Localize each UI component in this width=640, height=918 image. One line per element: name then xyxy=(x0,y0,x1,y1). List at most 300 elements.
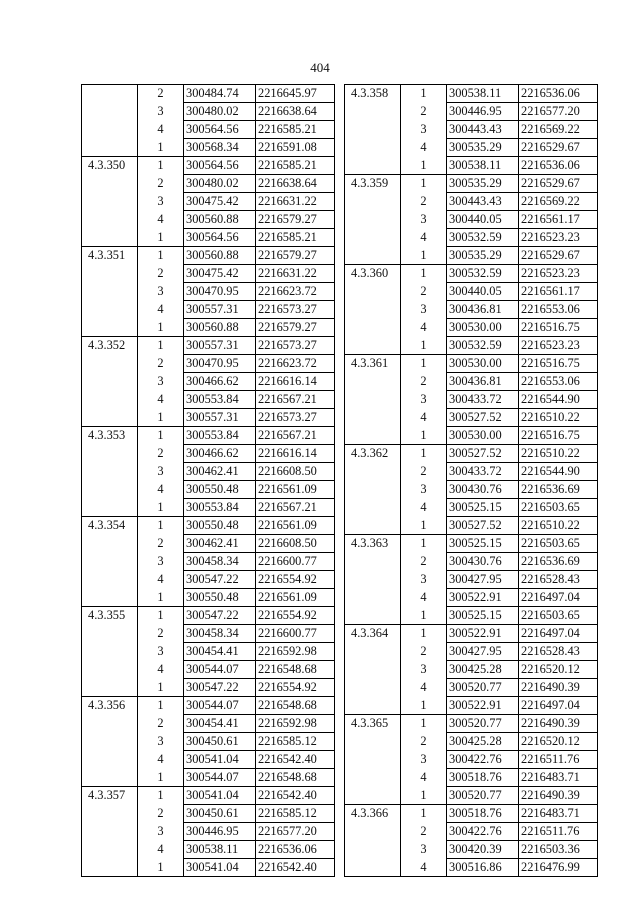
y-coordinate-cell: 2216608.50 xyxy=(256,463,335,481)
y-coordinate-cell: 2216577.20 xyxy=(256,823,335,841)
x-coordinate-cell: 300522.91 xyxy=(447,589,519,607)
table-row xyxy=(82,301,335,319)
section-number-cell xyxy=(82,625,138,643)
table-row xyxy=(345,553,598,571)
point-number-cell: 1 xyxy=(401,175,447,193)
section-number-cell xyxy=(345,463,401,481)
section-number-cell xyxy=(82,553,138,571)
x-coordinate-cell: 300433.72 xyxy=(447,463,519,481)
x-coordinate-cell: 300544.07 xyxy=(184,769,256,787)
section-number-cell xyxy=(345,679,401,697)
x-coordinate-cell: 300470.95 xyxy=(184,355,256,373)
table-row xyxy=(345,193,598,211)
table-row xyxy=(345,607,598,625)
y-coordinate-cell: 2216510.22 xyxy=(519,409,598,427)
coordinates-table-right xyxy=(344,84,598,877)
table-row xyxy=(345,211,598,229)
table-row xyxy=(345,643,598,661)
y-coordinate-cell: 2216561.09 xyxy=(256,589,335,607)
y-coordinate-cell: 2216490.39 xyxy=(519,679,598,697)
point-number-cell: 1 xyxy=(401,607,447,625)
section-number-cell: 4.3.359 xyxy=(345,175,401,193)
point-number-cell: 2 xyxy=(138,445,184,463)
table-row xyxy=(345,625,598,643)
table-row xyxy=(345,679,598,697)
x-coordinate-cell: 300458.34 xyxy=(184,625,256,643)
y-coordinate-cell: 2216569.22 xyxy=(519,121,598,139)
y-coordinate-cell: 2216523.23 xyxy=(519,265,598,283)
point-number-cell: 1 xyxy=(401,715,447,733)
y-coordinate-cell: 2216536.06 xyxy=(256,841,335,859)
table-row xyxy=(82,787,335,805)
section-number-cell xyxy=(82,643,138,661)
x-coordinate-cell: 300436.81 xyxy=(447,301,519,319)
point-number-cell: 4 xyxy=(138,121,184,139)
point-number-cell: 1 xyxy=(138,517,184,535)
point-number-cell: 2 xyxy=(401,463,447,481)
x-coordinate-cell: 300433.72 xyxy=(447,391,519,409)
y-coordinate-cell: 2216520.12 xyxy=(519,733,598,751)
point-number-cell: 3 xyxy=(401,751,447,769)
x-coordinate-cell: 300527.52 xyxy=(447,517,519,535)
section-number-cell xyxy=(82,661,138,679)
point-number-cell: 4 xyxy=(401,769,447,787)
y-coordinate-cell: 2216536.69 xyxy=(519,481,598,499)
y-coordinate-cell: 2216553.06 xyxy=(519,373,598,391)
x-coordinate-cell: 300560.88 xyxy=(184,211,256,229)
point-number-cell: 2 xyxy=(401,283,447,301)
section-number-cell xyxy=(345,841,401,859)
x-coordinate-cell: 300443.43 xyxy=(447,121,519,139)
section-number-cell xyxy=(345,427,401,445)
x-coordinate-cell: 300527.52 xyxy=(447,409,519,427)
x-coordinate-cell: 300522.91 xyxy=(447,625,519,643)
table-row xyxy=(345,733,598,751)
x-coordinate-cell: 300520.77 xyxy=(447,715,519,733)
table-row xyxy=(82,499,335,517)
y-coordinate-cell: 2216536.69 xyxy=(519,553,598,571)
y-coordinate-cell: 2216544.90 xyxy=(519,463,598,481)
y-coordinate-cell: 2216638.64 xyxy=(256,175,335,193)
table-row xyxy=(82,283,335,301)
table-row xyxy=(345,859,598,877)
x-coordinate-cell: 300420.39 xyxy=(447,841,519,859)
y-coordinate-cell: 2216510.22 xyxy=(519,517,598,535)
section-number-cell xyxy=(345,211,401,229)
y-coordinate-cell: 2216529.67 xyxy=(519,247,598,265)
section-number-cell xyxy=(82,751,138,769)
point-number-cell: 2 xyxy=(401,193,447,211)
table-row xyxy=(82,373,335,391)
y-coordinate-cell: 2216554.92 xyxy=(256,607,335,625)
section-number-cell: 4.3.360 xyxy=(345,265,401,283)
x-coordinate-cell: 300525.15 xyxy=(447,607,519,625)
x-coordinate-cell: 300470.95 xyxy=(184,283,256,301)
section-number-cell xyxy=(345,337,401,355)
table-row xyxy=(82,679,335,697)
x-coordinate-cell: 300544.07 xyxy=(184,661,256,679)
table-row xyxy=(82,463,335,481)
x-coordinate-cell: 300525.15 xyxy=(447,499,519,517)
point-number-cell: 2 xyxy=(401,823,447,841)
x-coordinate-cell: 300484.74 xyxy=(184,85,256,103)
y-coordinate-cell: 2216569.22 xyxy=(519,193,598,211)
point-number-cell: 4 xyxy=(401,499,447,517)
x-coordinate-cell: 300541.04 xyxy=(184,859,256,877)
y-coordinate-cell: 2216483.71 xyxy=(519,805,598,823)
y-coordinate-cell: 2216511.76 xyxy=(519,751,598,769)
y-coordinate-cell: 2216577.20 xyxy=(519,103,598,121)
point-number-cell: 4 xyxy=(138,751,184,769)
y-coordinate-cell: 2216503.65 xyxy=(519,535,598,553)
table-row xyxy=(345,823,598,841)
y-coordinate-cell: 2216528.43 xyxy=(519,571,598,589)
section-number-cell xyxy=(82,805,138,823)
table-row xyxy=(345,769,598,787)
table-row xyxy=(82,337,335,355)
y-coordinate-cell: 2216490.39 xyxy=(519,787,598,805)
point-number-cell: 3 xyxy=(401,211,447,229)
section-number-cell xyxy=(345,553,401,571)
x-coordinate-cell: 300553.84 xyxy=(184,427,256,445)
table-row xyxy=(345,175,598,193)
table-row xyxy=(82,841,335,859)
point-number-cell: 4 xyxy=(401,319,447,337)
point-number-cell: 1 xyxy=(138,589,184,607)
y-coordinate-cell: 2216645.97 xyxy=(256,85,335,103)
x-coordinate-cell: 300544.07 xyxy=(184,697,256,715)
y-coordinate-cell: 2216600.77 xyxy=(256,625,335,643)
x-coordinate-cell: 300430.76 xyxy=(447,481,519,499)
x-coordinate-cell: 300530.00 xyxy=(447,355,519,373)
x-coordinate-cell: 300541.04 xyxy=(184,787,256,805)
x-coordinate-cell: 300535.29 xyxy=(447,247,519,265)
section-number-cell xyxy=(345,103,401,121)
y-coordinate-cell: 2216490.39 xyxy=(519,715,598,733)
x-coordinate-cell: 300560.88 xyxy=(184,247,256,265)
x-coordinate-cell: 300440.05 xyxy=(447,283,519,301)
y-coordinate-cell: 2216561.17 xyxy=(519,211,598,229)
x-coordinate-cell: 300550.48 xyxy=(184,589,256,607)
y-coordinate-cell: 2216585.21 xyxy=(256,229,335,247)
y-coordinate-cell: 2216548.68 xyxy=(256,661,335,679)
x-coordinate-cell: 300525.15 xyxy=(447,535,519,553)
x-coordinate-cell: 300553.84 xyxy=(184,499,256,517)
point-number-cell: 1 xyxy=(138,247,184,265)
point-number-cell: 1 xyxy=(138,409,184,427)
section-number-cell: 4.3.352 xyxy=(82,337,138,355)
y-coordinate-cell: 2216497.04 xyxy=(519,697,598,715)
section-number-cell xyxy=(345,373,401,391)
section-number-cell xyxy=(82,445,138,463)
x-coordinate-cell: 300568.34 xyxy=(184,139,256,157)
table-row xyxy=(345,265,598,283)
table-row xyxy=(345,463,598,481)
section-number-cell xyxy=(82,409,138,427)
x-coordinate-cell: 300436.81 xyxy=(447,373,519,391)
section-number-cell xyxy=(345,517,401,535)
point-number-cell: 3 xyxy=(138,463,184,481)
x-coordinate-cell: 300450.61 xyxy=(184,805,256,823)
section-number-cell xyxy=(345,607,401,625)
table-row xyxy=(82,625,335,643)
table-row xyxy=(345,103,598,121)
y-coordinate-cell: 2216548.68 xyxy=(256,769,335,787)
y-coordinate-cell: 2216567.21 xyxy=(256,499,335,517)
table-row xyxy=(82,859,335,877)
section-number-cell xyxy=(345,823,401,841)
point-number-cell: 3 xyxy=(401,481,447,499)
section-number-cell xyxy=(345,787,401,805)
table-row xyxy=(82,355,335,373)
section-number-cell xyxy=(82,85,138,103)
section-number-cell xyxy=(345,697,401,715)
section-number-cell xyxy=(345,121,401,139)
point-number-cell: 3 xyxy=(138,823,184,841)
point-number-cell: 3 xyxy=(138,553,184,571)
section-number-cell xyxy=(82,319,138,337)
table-row xyxy=(345,751,598,769)
x-coordinate-cell: 300532.59 xyxy=(447,265,519,283)
point-number-cell: 1 xyxy=(138,499,184,517)
section-number-cell xyxy=(345,301,401,319)
table-row xyxy=(82,103,335,121)
section-number-cell: 4.3.356 xyxy=(82,697,138,715)
section-number-cell xyxy=(82,733,138,751)
section-number-cell xyxy=(82,481,138,499)
section-number-cell xyxy=(345,643,401,661)
section-number-cell xyxy=(345,139,401,157)
y-coordinate-cell: 2216623.72 xyxy=(256,283,335,301)
section-number-cell xyxy=(82,589,138,607)
x-coordinate-cell: 300550.48 xyxy=(184,481,256,499)
table-row xyxy=(82,391,335,409)
table-row xyxy=(82,121,335,139)
table-row xyxy=(345,121,598,139)
x-coordinate-cell: 300532.59 xyxy=(447,337,519,355)
y-coordinate-cell: 2216592.98 xyxy=(256,715,335,733)
table-row xyxy=(345,247,598,265)
section-number-cell xyxy=(82,211,138,229)
section-number-cell xyxy=(82,373,138,391)
point-number-cell: 4 xyxy=(401,859,447,877)
point-number-cell: 3 xyxy=(401,301,447,319)
y-coordinate-cell: 2216579.27 xyxy=(256,247,335,265)
page-number: 404 xyxy=(310,60,330,75)
section-number-cell xyxy=(345,571,401,589)
table-row xyxy=(345,589,598,607)
x-coordinate-cell: 300462.41 xyxy=(184,463,256,481)
section-number-cell xyxy=(82,121,138,139)
x-coordinate-cell: 300446.95 xyxy=(447,103,519,121)
point-number-cell: 2 xyxy=(401,373,447,391)
y-coordinate-cell: 2216585.21 xyxy=(256,121,335,139)
coordinates-table-left xyxy=(81,84,335,877)
y-coordinate-cell: 2216542.40 xyxy=(256,787,335,805)
section-number-cell xyxy=(82,355,138,373)
table-row xyxy=(82,769,335,787)
x-coordinate-cell: 300518.76 xyxy=(447,769,519,787)
x-coordinate-cell: 300425.28 xyxy=(447,733,519,751)
table-row xyxy=(82,643,335,661)
y-coordinate-cell: 2216529.67 xyxy=(519,139,598,157)
section-number-cell xyxy=(345,409,401,427)
point-number-cell: 1 xyxy=(138,229,184,247)
y-coordinate-cell: 2216579.27 xyxy=(256,211,335,229)
point-number-cell: 1 xyxy=(401,517,447,535)
point-number-cell: 1 xyxy=(401,427,447,445)
x-coordinate-cell: 300425.28 xyxy=(447,661,519,679)
y-coordinate-cell: 2216548.68 xyxy=(256,697,335,715)
x-coordinate-cell: 300516.86 xyxy=(447,859,519,877)
section-number-cell xyxy=(345,319,401,337)
x-coordinate-cell: 300557.31 xyxy=(184,301,256,319)
y-coordinate-cell: 2216544.90 xyxy=(519,391,598,409)
x-coordinate-cell: 300466.62 xyxy=(184,445,256,463)
section-number-cell xyxy=(345,769,401,787)
point-number-cell: 1 xyxy=(138,679,184,697)
point-number-cell: 4 xyxy=(138,391,184,409)
x-coordinate-cell: 300430.76 xyxy=(447,553,519,571)
y-coordinate-cell: 2216503.65 xyxy=(519,607,598,625)
section-number-cell: 4.3.355 xyxy=(82,607,138,625)
point-number-cell: 3 xyxy=(401,121,447,139)
x-coordinate-cell: 300530.00 xyxy=(447,319,519,337)
y-coordinate-cell: 2216616.14 xyxy=(256,445,335,463)
y-coordinate-cell: 2216503.36 xyxy=(519,841,598,859)
point-number-cell: 1 xyxy=(401,787,447,805)
x-coordinate-cell: 300527.52 xyxy=(447,445,519,463)
point-number-cell: 1 xyxy=(401,625,447,643)
y-coordinate-cell: 2216516.75 xyxy=(519,355,598,373)
table-row xyxy=(345,661,598,679)
x-coordinate-cell: 300480.02 xyxy=(184,175,256,193)
table-row xyxy=(82,607,335,625)
x-coordinate-cell: 300557.31 xyxy=(184,409,256,427)
point-number-cell: 4 xyxy=(138,571,184,589)
point-number-cell: 3 xyxy=(401,661,447,679)
point-number-cell: 3 xyxy=(138,283,184,301)
section-number-cell: 4.3.354 xyxy=(82,517,138,535)
point-number-cell: 1 xyxy=(138,157,184,175)
point-number-cell: 1 xyxy=(138,139,184,157)
y-coordinate-cell: 2216638.64 xyxy=(256,103,335,121)
x-coordinate-cell: 300564.56 xyxy=(184,157,256,175)
section-number-cell xyxy=(82,103,138,121)
section-number-cell xyxy=(82,283,138,301)
section-number-cell xyxy=(82,229,138,247)
point-number-cell: 3 xyxy=(138,643,184,661)
table-row xyxy=(345,445,598,463)
point-number-cell: 4 xyxy=(401,139,447,157)
point-number-cell: 3 xyxy=(138,193,184,211)
table-row xyxy=(345,787,598,805)
section-number-cell xyxy=(345,157,401,175)
x-coordinate-cell: 300538.11 xyxy=(184,841,256,859)
point-number-cell: 2 xyxy=(138,805,184,823)
x-coordinate-cell: 300538.11 xyxy=(447,157,519,175)
x-coordinate-cell: 300557.31 xyxy=(184,337,256,355)
y-coordinate-cell: 2216631.22 xyxy=(256,265,335,283)
table-row xyxy=(345,427,598,445)
table-row xyxy=(345,805,598,823)
table-row xyxy=(345,535,598,553)
table-row xyxy=(345,481,598,499)
y-coordinate-cell: 2216585.21 xyxy=(256,157,335,175)
x-coordinate-cell: 300454.41 xyxy=(184,715,256,733)
section-number-cell xyxy=(345,661,401,679)
section-number-cell xyxy=(82,391,138,409)
section-number-cell xyxy=(345,247,401,265)
table-row xyxy=(82,823,335,841)
section-number-cell xyxy=(82,535,138,553)
section-number-cell xyxy=(345,391,401,409)
x-coordinate-cell: 300440.05 xyxy=(447,211,519,229)
table-row xyxy=(82,733,335,751)
x-coordinate-cell: 300518.76 xyxy=(447,805,519,823)
section-number-cell xyxy=(345,859,401,877)
section-number-cell xyxy=(82,841,138,859)
section-number-cell: 4.3.358 xyxy=(345,85,401,103)
point-number-cell: 2 xyxy=(401,103,447,121)
x-coordinate-cell: 300535.29 xyxy=(447,139,519,157)
section-number-cell xyxy=(82,139,138,157)
section-number-cell xyxy=(82,715,138,733)
y-coordinate-cell: 2216497.04 xyxy=(519,589,598,607)
y-coordinate-cell: 2216503.65 xyxy=(519,499,598,517)
y-coordinate-cell: 2216585.12 xyxy=(256,805,335,823)
y-coordinate-cell: 2216567.21 xyxy=(256,427,335,445)
table-row xyxy=(82,247,335,265)
x-coordinate-cell: 300475.42 xyxy=(184,193,256,211)
section-number-cell xyxy=(345,481,401,499)
point-number-cell: 4 xyxy=(138,301,184,319)
table-row xyxy=(345,499,598,517)
point-number-cell: 4 xyxy=(138,481,184,499)
point-number-cell: 1 xyxy=(138,319,184,337)
point-number-cell: 4 xyxy=(401,589,447,607)
y-coordinate-cell: 2216585.12 xyxy=(256,733,335,751)
section-number-cell xyxy=(82,571,138,589)
point-number-cell: 3 xyxy=(401,841,447,859)
section-number-cell xyxy=(82,301,138,319)
section-number-cell: 4.3.362 xyxy=(345,445,401,463)
table-row xyxy=(82,805,335,823)
table-row xyxy=(82,157,335,175)
y-coordinate-cell: 2216523.23 xyxy=(519,229,598,247)
y-coordinate-cell: 2216573.27 xyxy=(256,337,335,355)
x-coordinate-cell: 300550.48 xyxy=(184,517,256,535)
table-row xyxy=(345,697,598,715)
y-coordinate-cell: 2216567.21 xyxy=(256,391,335,409)
point-number-cell: 2 xyxy=(138,265,184,283)
x-coordinate-cell: 300443.43 xyxy=(447,193,519,211)
point-number-cell: 1 xyxy=(401,445,447,463)
point-number-cell: 2 xyxy=(401,643,447,661)
y-coordinate-cell: 2216623.72 xyxy=(256,355,335,373)
point-number-cell: 3 xyxy=(138,103,184,121)
table-row xyxy=(345,85,598,103)
y-coordinate-cell: 2216553.06 xyxy=(519,301,598,319)
section-number-cell xyxy=(345,283,401,301)
point-number-cell: 2 xyxy=(401,553,447,571)
section-number-cell: 4.3.361 xyxy=(345,355,401,373)
point-number-cell: 4 xyxy=(401,409,447,427)
x-coordinate-cell: 300422.76 xyxy=(447,823,519,841)
table-row xyxy=(345,301,598,319)
section-number-cell xyxy=(82,265,138,283)
table-row xyxy=(345,157,598,175)
